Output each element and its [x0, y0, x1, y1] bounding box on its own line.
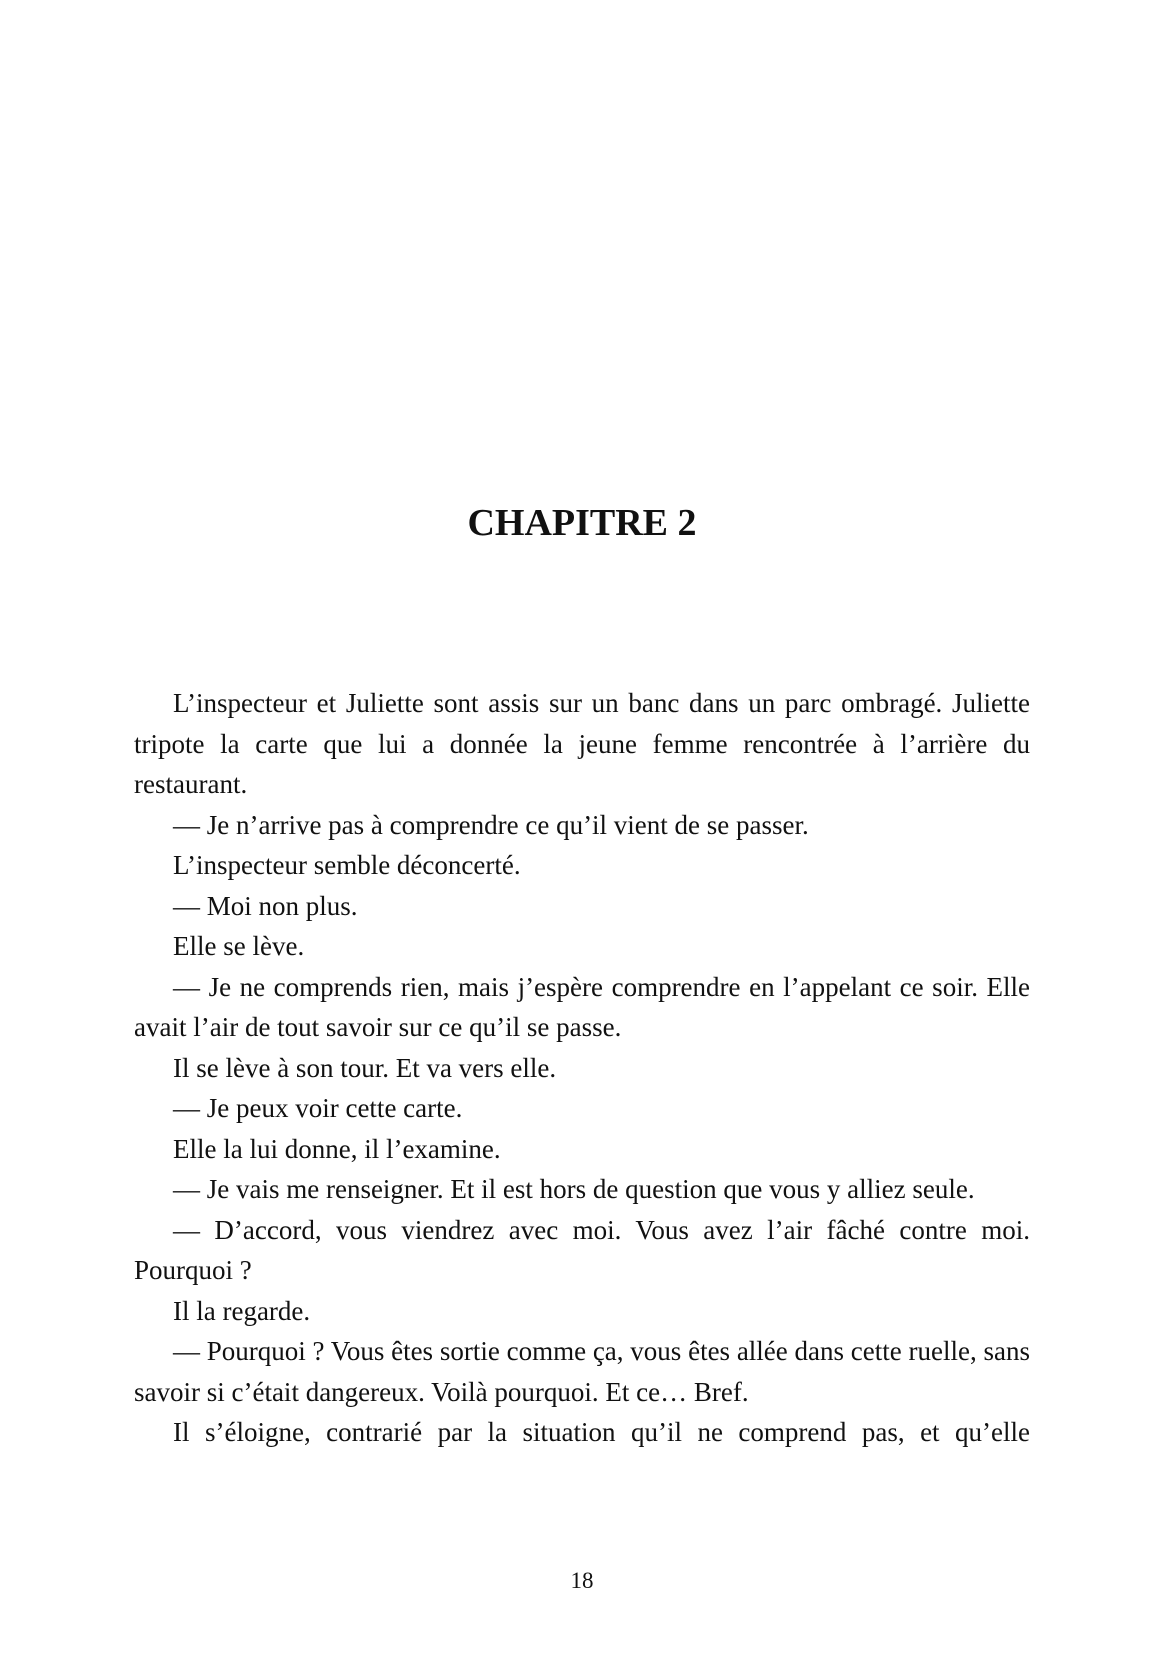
paragraph: Il s’éloigne, contrarié par la situation qu’il ne comprend pas, et qu’elle — [173, 1417, 1030, 1447]
paragraph: L’inspecteur semble déconcerté. — [173, 850, 521, 880]
paragraph: Il se lève à son tour. Et va vers elle. — [173, 1052, 557, 1083]
paragraph: — Je ne comprends rien, mais j’espère comprendre en l’appelant ce soir. Elle avait l’air de tout savoir sur ce qu’il se passe. — [134, 971, 1030, 1042]
paragraph: — Moi non plus. — [173, 890, 358, 921]
chapter-title: CHAPITRE 2 — [467, 502, 697, 544]
paragraph: — Je peux voir cette carte. — [173, 1093, 463, 1123]
paragraph: — Je vais me renseigner. Et il est hors de question que vous y alliez seule. — [173, 1174, 975, 1204]
paragraph: — Pourquoi ? Vous êtes sortie comme ça, vous êtes allée dans cette ruelle, sans savoir si c’était dangereux. Voilà pourquoi. Et ce… Bref. — [134, 1336, 1030, 1407]
paragraph: Elle se lève. — [173, 931, 305, 961]
paragraph: L’inspecteur et Juliette sont assis sur un banc dans un parc ombragé. Juliette tripote la carte que lui a donnée la jeune femme rencontrée à l’arrière du restaurant. — [134, 688, 1030, 799]
paragraph: — Je n’arrive pas à comprendre ce qu’il vient de se passer. — [173, 809, 809, 840]
paragraph: — D’accord, vous viendrez avec moi. Vous avez l’air fâché contre moi. Pourquoi ? — [134, 1214, 1030, 1285]
chapter-body — [134, 683, 1030, 1453]
paragraph: Elle la lui donne, il l’examine. — [173, 1133, 501, 1164]
page-number: 18 — [570, 1568, 594, 1593]
paragraph: Il la regarde. — [173, 1295, 311, 1326]
